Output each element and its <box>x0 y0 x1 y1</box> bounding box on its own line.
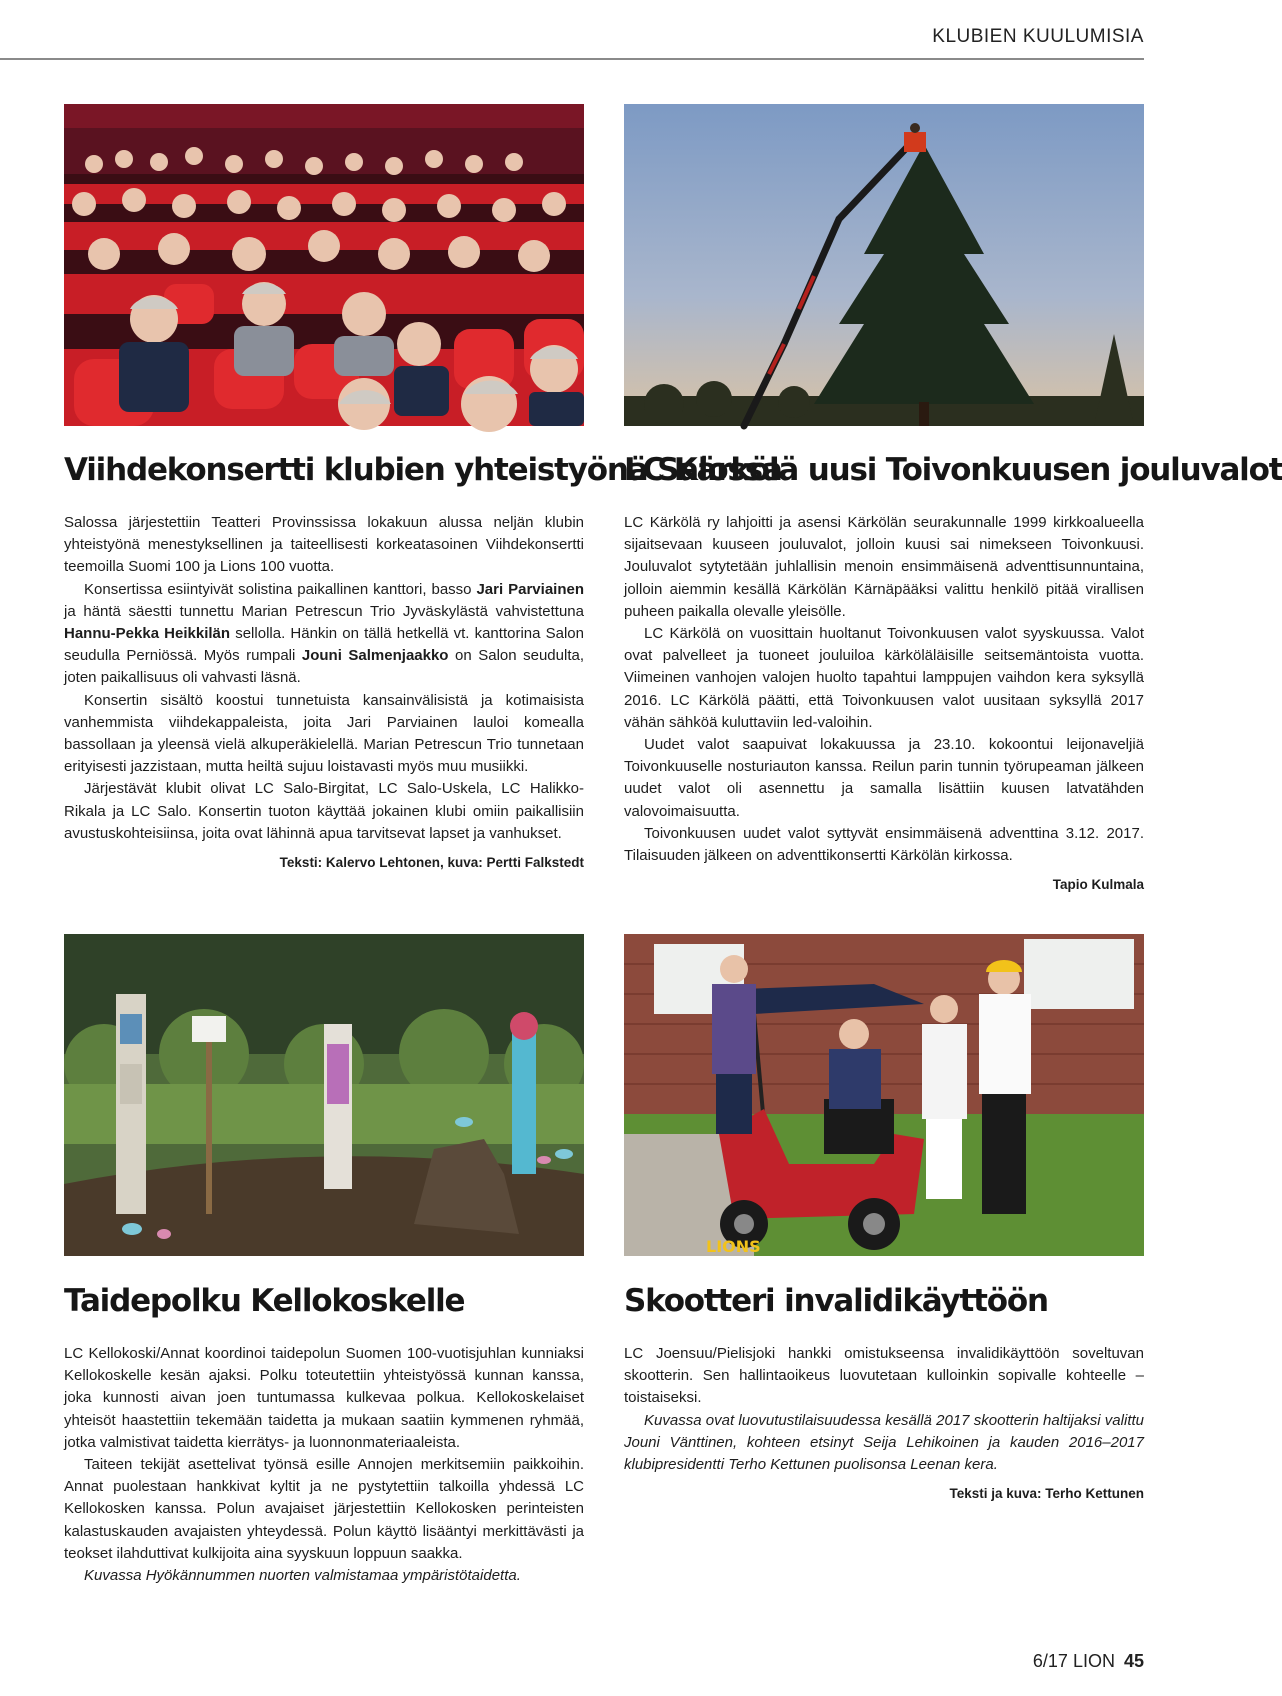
page-header <box>0 0 1144 60</box>
section-title: KLUBIEN KUULUMISIA <box>932 26 1144 47</box>
byline: Tapio Kulmala <box>1052 877 1144 893</box>
issue-number: 6/17 <box>1032 1651 1068 1671</box>
paragraph: LC Joensuu/Pielisjoki hankki omistukseensa invalidikäyttöön soveltuvan skootterin. Sen hallintaoikeus luovutetaan kulloinkin sopivalle kohteelle – toistaiseksi. <box>624 1345 1144 1407</box>
headline-karkola-lights: LC Kärkölä uusi Toivonkuusen jouluvalot <box>624 452 1282 488</box>
crane-spruce-photo <box>624 104 1144 426</box>
paragraph: Toivonkuusen uudet valot syttyvät ensimmäisenä adventtina 3.12. 2017. Tilaisuuden jälkeen on adventtikonsertti Kärkölän kirkossa. <box>624 824 1144 865</box>
headline-salo-concert: Viihdekonsertti klubien yhteistyönä Salossa <box>64 452 782 488</box>
paragraph: LC Kärkölä ry lahjoitti ja asensi Kärkölän seurakunnalle 1999 kirkkoalueella sijaitsevaan kuuseen jouluvalot, jolloin kuusi sai nimekseen Toivonkuusi. Jouluvalot sytytetään juhlallisin menoin ensimmäisenä adventtisunnuntaina, jolloin aiemmin kesällä Kärkölän Kärnäpääksi valittu henkilö pitää virallisen puheen paikalla olevalle yleisölle. <box>624 514 1144 620</box>
paragraph: LC Kellokoski/Annat koordinoi taidepolun Suomen 100-vuotisjuhlan kunniaksi Kellokoskelle kesän ajaksi. Polku toteutettiin yhteistyössä kunnan kanssa, joka kunnosti aivan joen tuntumassa kulkevaa polkua. Kellokoskelaiset yhteisöt haastettiin tekemään taidetta ja mukaan saatiin kymmenen ryhmää, jotka valmistivat taidetta kierrätys- ja luonnonmateriaaleista. <box>64 1345 584 1451</box>
headline-scooter: Skootteri invalidikäyttöön <box>624 1283 1048 1319</box>
page-footer <box>1033 1651 1144 1672</box>
paragraph: Järjestävät klubit olivat LC Salo-Birgitat, LC Salo-Uskela, LC Halikko-Rikala ja LC Salo. Konsertin tuoton käyttää jokainen klubi omiin paikallisiin avustuskohteisiinsa, joita ovat lähinnä apua tarvitsevat lapset ja vanhukset. <box>64 780 584 842</box>
article-salo-concert-body <box>64 512 584 874</box>
bold-name: Hannu-Pekka Heikkilän <box>64 625 231 643</box>
article-scooter-body <box>624 1343 1144 1505</box>
article-karkola-body <box>624 512 1144 896</box>
paragraph: Taiteen tekijät asettelivat työnsä esille Annojen merkitsemiin paikkoihin. Annat puolestaan hankkivat kyltit ja ne pystytettiin talkoilla yhdessä LC Kellokosken kanssa. Polun avajaiset järjestettiin Kellokosken perinteisten kalastuskauden avajaisten yhteydessä. Polun käyttö lisääntyi merkittävästi ja teokset ilahduttivat kulkijoita aina syyskuun loppuun saakka. <box>64 1456 584 1562</box>
mobility-scooter-photo <box>624 934 1144 1256</box>
paragraph: LC Kärkölä on vuosittain huoltanut Toivonkuusen valot syyskuussa. Valot ovat palvelleet ja tuoneet jouluiloa kärköläläisille seitsemäntoista vuotta. Viimeinen vanhojen valojen huolto tapahtui lamppujen vaihdon kera syksyllä 2016. LC Kärkölä päätti, että Toivonkuusen valot uusitaan syksyllä 2017 vähän sähköä kuluttaviin led-valoihin. <box>624 625 1144 731</box>
article-art-path-body <box>64 1343 584 1587</box>
photo-caption: Kuvassa Hyökännummen nuorten valmistamaa ympäristötaidetta. <box>84 1567 521 1585</box>
photo-caption: Kuvassa ovat luovutustilaisuudessa kesällä 2017 skootterin haltijaksi valittu Jouni Vänttinen, kohteen etsinyt Seija Lehikoinen ja kauden 2016–2017 klubipresidentti Terho Kettunen puolisonsa Leenan kera. <box>624 1411 1144 1474</box>
bold-name: Jouni Salmenjaakko <box>301 647 449 665</box>
byline: Teksti ja kuva: Terho Kettunen <box>949 1486 1144 1502</box>
magazine-name: LION <box>1072 1651 1115 1671</box>
theater-audience-photo <box>64 104 584 426</box>
page-number: 45 <box>1123 1651 1144 1671</box>
paragraph: Konsertissa esiintyivät solistina paikallinen kanttori, basso Jari Parviainen ja häntä säestti tunnettu Marian Petrescun Trio Jyväskylästä vahvistettuna Hannu-Pekka Heikkilän sellolla. Hänkin on tällä hetkellä vt. kanttorina Salon seudulla Perniössä. Myös rumpali Jouni Salmenjaakko on Salon seudulta, joten paikallisuus oli vahvasti läsnä. <box>64 580 584 687</box>
paragraph: Salossa järjestettiin Teatteri Provinssissa lokakuun alussa neljän klubin yhteistyönä menestyksellinen ja taiteellisesti korkeatasoinen Viihdekonsertti teemoilla Suomi 100 ja Lions 100 vuotta. <box>64 514 584 576</box>
bold-name: Jari Parviainen <box>476 580 584 598</box>
forest-art-poles-photo <box>64 934 584 1256</box>
paragraph: Uudet valot saapuivat lokakuussa ja 23.10. kokoontui leijonaveljiä Toivonkuuselle nosturiauton kanssa. Reilun parin tunnin työrupeaman jälkeen uudet valot oli asennettu ja samalla lisättiin kuusen latvatähden valovoimaisuutta. <box>624 736 1144 820</box>
byline: Teksti: Kalervo Lehtonen, kuva: Pertti Falkstedt <box>279 855 584 871</box>
lions-badge-text: LIONS <box>706 1237 761 1256</box>
paragraph: Konsertin sisältö koostui tunnetuista kansainvälisistä ja kotimaisista vanhemmista viihdekappaleista, joita Jari Parviainen lauloi komealla bassollaan ja yleensä vielä alkuperäkielellä. Marian Petrescun Trio tunnetaan erityisesti jazzistaan, mutta heiltä sujuu loistavasti myös muu musiikki. <box>64 691 584 776</box>
headline-art-path: Taidepolku Kellokoskelle <box>64 1283 465 1319</box>
